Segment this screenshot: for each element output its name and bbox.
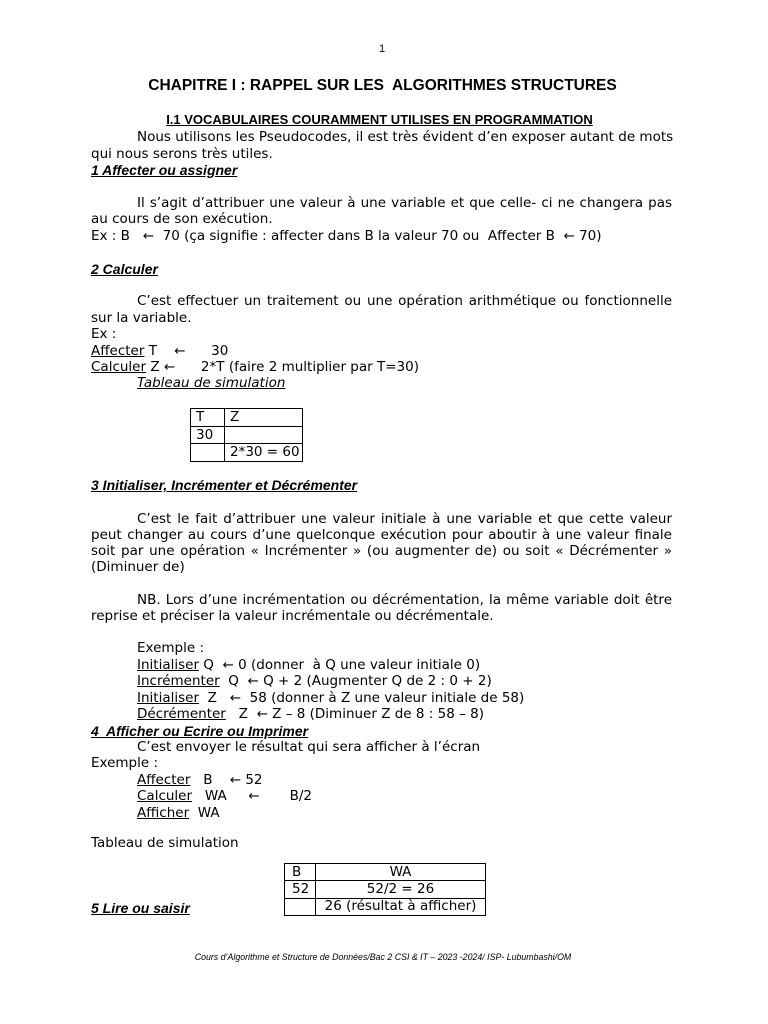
table-cell: B bbox=[285, 864, 316, 881]
step-line bbox=[137, 788, 312, 804]
paragraph-line: peut changer au cours d’une quelconque exécution pour aboutir à une valeur finale bbox=[91, 527, 672, 543]
table-cell: 26 (résultat à afficher) bbox=[316, 898, 486, 915]
table-cell: Z bbox=[225, 409, 303, 427]
paragraph-line: C’est effectuer un traitement ou une opération arithmétique ou fonctionnelle bbox=[137, 293, 672, 309]
step-keyword: Calculer bbox=[137, 788, 193, 804]
paragraph-line: (Diminuer de) bbox=[91, 559, 185, 575]
step-keyword: Affecter bbox=[91, 343, 145, 359]
table-row bbox=[285, 881, 486, 898]
step-keyword: Calculer bbox=[91, 359, 147, 375]
heading-lire-ou-saisir: 5 Lire ou saisir bbox=[91, 900, 190, 916]
note-line: reprise et préciser la valeur incrémentale ou décrémentale. bbox=[91, 608, 494, 624]
table-row bbox=[285, 864, 486, 881]
heading-affecter-ou-assigner: 1 Affecter ou assigner bbox=[91, 162, 238, 178]
step-line bbox=[137, 772, 263, 788]
table-cell: 52/2 = 26 bbox=[316, 881, 486, 898]
table-cell: 52 bbox=[285, 881, 316, 898]
step-text: B ← 52 bbox=[190, 772, 263, 788]
table-cell: 30 bbox=[191, 426, 225, 444]
table-cell: T bbox=[191, 409, 225, 427]
heading-calculer: 2 Calculer bbox=[91, 261, 158, 277]
paragraph-line: C’est le fait d’attribuer une valeur initiale à une variable et que cette valeur bbox=[137, 511, 672, 527]
step-line bbox=[137, 805, 220, 821]
example-label: Exemple : bbox=[137, 640, 205, 656]
table-caption: Tableau de simulation bbox=[91, 835, 239, 851]
step-keyword: Initialiser bbox=[137, 657, 199, 673]
paragraph-line: au cours de son exécution. bbox=[91, 211, 273, 227]
simulation-table-afficher bbox=[284, 863, 486, 916]
step-keyword: Initialiser bbox=[137, 690, 199, 706]
step-line bbox=[137, 673, 492, 689]
chapter-title: CHAPITRE I : RAPPEL SUR LES ALGORITHMES STRUCTURES bbox=[148, 77, 617, 94]
intro-line: qui nous serons très utiles. bbox=[91, 146, 273, 162]
table-caption: Tableau de simulation bbox=[137, 375, 286, 391]
example-label: Exemple : bbox=[91, 755, 159, 771]
table-cell: WA bbox=[316, 864, 486, 881]
step-text: WA ← B/2 bbox=[192, 788, 312, 804]
step-keyword: Décrémenter bbox=[137, 706, 226, 722]
step-line bbox=[137, 657, 480, 673]
table-row bbox=[191, 426, 303, 444]
paragraph-line: sur la variable. bbox=[91, 310, 192, 326]
table-cell bbox=[225, 426, 303, 444]
page-number: 1 bbox=[378, 43, 386, 55]
table-cell bbox=[285, 898, 316, 915]
heading-initialiser-incrementer-decrementer: 3 Initialiser, Incrémenter et Décrémenter bbox=[91, 477, 358, 493]
step-text: Z ← 58 (donner à Z une valeur initiale de 58) bbox=[199, 690, 525, 706]
simulation-table-calculer bbox=[190, 408, 303, 462]
table-cell bbox=[191, 444, 225, 462]
intro-line: Nous utilisons les Pseudocodes, il est très évident d’en exposer autant de mots bbox=[137, 129, 674, 145]
table-cell: 2*30 = 60 bbox=[225, 444, 303, 462]
step-keyword: Incrémenter bbox=[137, 673, 220, 689]
section-title: I.1 VOCABULAIRES COURAMMENT UTILISES EN PROGRAMMATION bbox=[166, 112, 593, 127]
step-line bbox=[91, 359, 419, 375]
example-label: Ex : bbox=[91, 326, 117, 342]
step-keyword: Afficher bbox=[137, 805, 190, 821]
paragraph-line: Il s’agit d’attribuer une valeur à une variable et que celle- ci ne changera pas bbox=[137, 195, 672, 211]
table-row bbox=[191, 444, 303, 462]
step-text: Z ← 2*T (faire 2 multiplier par T=30) bbox=[146, 359, 419, 375]
example-line: Ex : B ← 70 (ça signifie : affecter dans B la valeur 70 ou Affecter B ← 70) bbox=[91, 228, 602, 244]
step-text: Q ← 0 (donner à Q une valeur initiale 0) bbox=[199, 657, 481, 673]
step-text: WA bbox=[189, 805, 220, 821]
step-text: Z ← Z – 8 (Diminuer Z de 8 : 58 – 8) bbox=[225, 706, 484, 722]
step-text: T ← 30 bbox=[144, 343, 229, 359]
page-footer: Cours d’Algorithme et Structure de Données/Bac 2 CSI & IT – 2023 -2024/ ISP- Lubumbashi/OM bbox=[194, 952, 572, 962]
step-line bbox=[137, 706, 484, 722]
table-row bbox=[191, 409, 303, 427]
paragraph-line: soit par une opération « Incrémenter » (ou augmenter de) ou soit « Décrémenter » bbox=[91, 543, 672, 559]
step-text: Q ← Q + 2 (Augmenter Q de 2 : 0 + 2) bbox=[219, 673, 492, 689]
table-row bbox=[285, 898, 486, 915]
paragraph-line: C’est envoyer le résultat qui sera afficher à l’écran bbox=[137, 739, 481, 755]
step-line bbox=[91, 343, 228, 359]
step-line bbox=[137, 690, 524, 706]
step-keyword: Affecter bbox=[137, 772, 191, 788]
heading-afficher-ecrire-imprimer: 4 Afficher ou Ecrire ou Imprimer bbox=[91, 723, 309, 739]
note-line: NB. Lors d’une incrémentation ou décrémentation, la même variable doit être bbox=[137, 592, 672, 608]
